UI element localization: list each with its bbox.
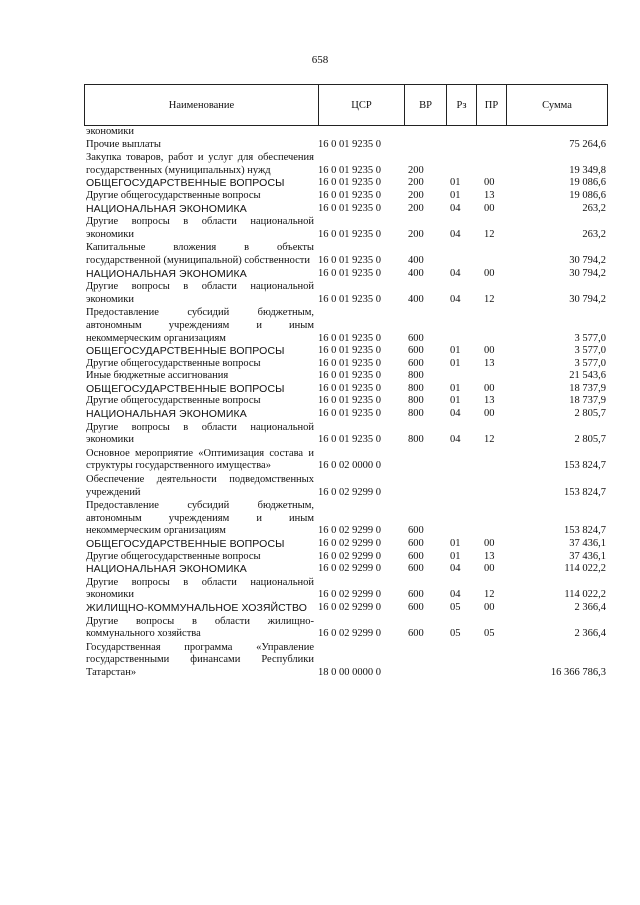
cell-sum: 3 577,0	[574, 332, 606, 344]
cell-name: Предоставление субсидий бюджетным, автономным учреждениям и иным некоммерческим организациям	[86, 307, 314, 344]
cell-vr: 200	[408, 189, 424, 201]
table-row	[86, 408, 608, 421]
cell-rz: 01	[450, 550, 461, 562]
cell-csr: 16 0 01 9235 0	[318, 370, 381, 382]
cell-csr: 16 0 02 9299 0	[318, 589, 381, 601]
cell-sum: 18 737,9	[569, 395, 606, 407]
cell-name: НАЦИОНАЛЬНАЯ ЭКОНОМИКА	[86, 563, 247, 576]
table-row	[86, 500, 608, 538]
cell-pr: 00	[484, 177, 495, 189]
cell-pr: 13	[484, 550, 495, 562]
cell-vr: 800	[408, 370, 424, 382]
table-header	[84, 84, 608, 126]
cell-name: ЖИЛИЩНО-КОММУНАЛЬНОЕ ХОЗЯЙСТВО	[86, 601, 308, 614]
cell-name: Закупка товаров, работ и услуг для обеспечения государственных (муниципальных) нужд	[86, 152, 314, 176]
cell-pr: 00	[484, 382, 495, 394]
table-row	[86, 281, 608, 306]
cell-name: Обеспечение деятельности подведомственных учреждений	[86, 474, 314, 498]
cell-sum: 37 436,1	[569, 550, 606, 562]
cell-rz: 01	[450, 189, 461, 201]
cell-name: ОБЩЕГОСУДАРСТВЕННЫЕ ВОПРОСЫ	[86, 177, 285, 190]
cell-name: Капитальные вложения в объекты государственной (муниципальной) собственности	[86, 242, 314, 266]
cell-name: Предоставление субсидий бюджетным, автономным учреждениям и иным некоммерческим организациям	[86, 500, 314, 537]
cell-csr: 16 0 01 9235 0	[318, 138, 381, 150]
cell-name: экономики	[86, 126, 134, 137]
cell-sum: 2 805,7	[574, 408, 606, 420]
cell-sum: 3 577,0	[574, 345, 606, 357]
cell-csr: 16 0 01 9235 0	[318, 177, 381, 189]
cell-name: Другие общегосударственные вопросы	[86, 189, 261, 201]
cell-sum: 19 086,6	[569, 177, 606, 189]
cell-sum: 114 022,2	[564, 563, 606, 575]
cell-vr: 600	[408, 332, 424, 344]
cell-rz: 01	[450, 395, 461, 407]
cell-pr: 13	[484, 189, 495, 201]
cell-name: ОБЩЕГОСУДАРСТВЕННЫЕ ВОПРОСЫ	[86, 345, 285, 358]
cell-rz: 01	[450, 177, 461, 189]
cell-sum: 30 794,2	[569, 267, 606, 279]
table-row	[86, 538, 608, 551]
cell-csr: 16 0 02 9299 0	[318, 486, 381, 498]
cell-rz: 04	[450, 563, 461, 575]
page-number: 658	[311, 54, 329, 66]
table-row	[86, 216, 608, 241]
table-row	[86, 563, 608, 576]
cell-sum: 30 794,2	[569, 254, 606, 266]
cell-vr: 600	[408, 563, 424, 575]
table-row	[86, 358, 608, 371]
cell-vr: 200	[408, 202, 424, 214]
table-row	[86, 242, 608, 267]
cell-rz: 05	[450, 601, 461, 613]
header-pr: ПР	[477, 85, 507, 125]
cell-csr: 16 0 01 9235 0	[318, 267, 381, 279]
header-rz: Рз	[447, 85, 477, 125]
cell-sum: 18 737,9	[569, 382, 606, 394]
table-row	[86, 139, 608, 152]
header-sum: Сумма	[542, 99, 572, 111]
cell-pr: 00	[484, 202, 495, 214]
cell-csr: 16 0 02 0000 0	[318, 460, 381, 472]
cell-sum: 114 022,2	[564, 589, 606, 601]
cell-sum: 263,2	[582, 202, 606, 214]
table-row	[86, 203, 608, 216]
cell-csr: 16 0 02 9299 0	[318, 628, 381, 640]
cell-name: Иные бюджетные ассигнования	[86, 370, 229, 382]
cell-csr: 16 0 02 9299 0	[318, 525, 381, 537]
table-row	[86, 422, 608, 447]
table-row	[86, 190, 608, 203]
cell-vr: 600	[408, 538, 424, 549]
cell-sum: 19 086,6	[569, 189, 606, 201]
table-row	[86, 551, 608, 564]
cell-sum: 37 436,1	[569, 538, 606, 549]
cell-vr: 600	[408, 357, 424, 369]
cell-pr: 13	[484, 395, 495, 407]
cell-rz: 01	[450, 382, 461, 394]
cell-rz: 01	[450, 345, 461, 357]
cell-name: Другие вопросы в области национальной экономики	[86, 216, 314, 240]
table-row	[86, 577, 608, 602]
table-row	[86, 616, 608, 641]
table-row	[86, 152, 608, 177]
cell-csr: 16 0 01 9235 0	[318, 434, 381, 446]
header-csr: ЦСР	[319, 85, 405, 125]
cell-pr: 05	[484, 628, 495, 640]
cell-csr: 16 0 01 9235 0	[318, 408, 381, 420]
cell-pr: 13	[484, 357, 495, 369]
cell-csr: 16 0 01 9235 0	[318, 228, 381, 240]
cell-rz: 04	[450, 293, 461, 305]
cell-name: Другие вопросы в области национальной экономики	[86, 421, 314, 446]
cell-pr: 12	[484, 293, 495, 305]
cell-name: Другие вопросы в области национальной экономики	[86, 576, 314, 601]
cell-vr: 400	[408, 293, 424, 305]
cell-name: НАЦИОНАЛЬНАЯ ЭКОНОМИКА	[86, 267, 247, 280]
cell-name: НАЦИОНАЛЬНАЯ ЭКОНОМИКА	[86, 202, 247, 215]
cell-vr: 200	[408, 164, 424, 176]
cell-csr: 16 0 01 9235 0	[318, 357, 381, 369]
cell-name: Другие вопросы в области национальной экономики	[86, 281, 314, 305]
cell-csr: 16 0 01 9235 0	[318, 164, 381, 176]
cell-sum: 75 264,6	[569, 138, 606, 150]
cell-vr: 400	[408, 267, 424, 279]
cell-sum: 153 824,7	[564, 460, 606, 472]
cell-rz: 01	[450, 538, 461, 549]
cell-pr: 00	[484, 538, 495, 549]
cell-vr: 800	[408, 434, 424, 446]
cell-sum: 3 577,0	[574, 357, 606, 369]
cell-vr: 600	[408, 628, 424, 640]
cell-pr: 00	[484, 267, 495, 279]
cell-pr: 00	[484, 601, 495, 613]
cell-name: Другие общегосударственные вопросы	[86, 395, 261, 407]
cell-rz: 04	[450, 267, 461, 279]
cell-vr: 200	[408, 177, 424, 189]
table-row	[86, 177, 608, 190]
cell-rz: 05	[450, 628, 461, 640]
cell-sum: 2 805,7	[574, 434, 606, 446]
cell-sum: 2 366,4	[574, 628, 606, 640]
table-row	[86, 268, 608, 281]
table-row	[86, 474, 608, 499]
table-row	[86, 448, 608, 473]
cell-name: НАЦИОНАЛЬНАЯ ЭКОНОМИКА	[86, 408, 247, 421]
cell-csr: 16 0 02 9299 0	[318, 550, 381, 562]
cell-pr: 00	[484, 408, 495, 420]
cell-name: Другие вопросы в области жилищно-коммунального хозяйства	[86, 615, 314, 640]
cell-csr: 16 0 02 9299 0	[318, 563, 381, 575]
cell-vr: 600	[408, 589, 424, 601]
cell-vr: 800	[408, 382, 424, 394]
header-vr: ВР	[405, 85, 447, 125]
cell-rz: 04	[450, 589, 461, 601]
cell-csr: 16 0 01 9235 0	[318, 395, 381, 407]
cell-sum: 16 366 786,3	[550, 666, 606, 678]
cell-sum: 30 794,2	[569, 293, 606, 305]
cell-vr: 400	[408, 254, 424, 266]
cell-pr: 12	[484, 434, 495, 446]
cell-name: ОБЩЕГОСУДАРСТВЕННЫЕ ВОПРОСЫ	[86, 538, 285, 550]
cell-rz: 04	[450, 202, 461, 214]
cell-pr: 00	[484, 345, 495, 357]
cell-csr: 16 0 01 9235 0	[318, 254, 381, 266]
cell-csr: 16 0 01 9235 0	[318, 202, 381, 214]
cell-pr: 00	[484, 563, 495, 575]
cell-vr: 600	[408, 345, 424, 357]
cell-csr: 16 0 01 9235 0	[318, 382, 381, 394]
header-name: Наименование	[85, 85, 319, 125]
cell-vr: 800	[408, 395, 424, 407]
cell-pr: 12	[484, 589, 495, 601]
cell-rz: 04	[450, 228, 461, 240]
cell-sum: 153 824,7	[564, 525, 606, 537]
cell-vr: 600	[408, 525, 424, 537]
cell-name: Государственная программа «Управление государственными финансами Республики Татарстан»	[86, 641, 314, 678]
cell-csr: 16 0 02 9299 0	[318, 601, 381, 613]
cell-vr: 800	[408, 408, 424, 420]
cell-rz: 01	[450, 357, 461, 369]
table-row	[86, 602, 608, 615]
cell-sum: 21 543,6	[569, 370, 606, 382]
cell-csr: 16 0 02 9299 0	[318, 538, 381, 549]
budget-table-body	[86, 126, 608, 680]
cell-vr: 600	[408, 601, 424, 613]
cell-rz: 04	[450, 434, 461, 446]
cell-name: Основное мероприятие «Оптимизация состава и структуры государственного имущества»	[86, 447, 314, 472]
cell-csr: 18 0 00 0000 0	[318, 666, 381, 678]
table-row	[86, 642, 608, 680]
cell-sum: 263,2	[582, 228, 606, 240]
cell-sum: 2 366,4	[574, 601, 606, 613]
cell-name: ОБЩЕГОСУДАРСТВЕННЫЕ ВОПРОСЫ	[86, 382, 285, 395]
cell-csr: 16 0 01 9235 0	[318, 332, 381, 344]
cell-pr: 12	[484, 228, 495, 240]
cell-name: Прочие выплаты	[86, 138, 161, 150]
cell-sum: 19 349,8	[569, 164, 606, 176]
cell-sum: 153 824,7	[564, 486, 606, 498]
table-row	[86, 345, 608, 358]
table-row	[86, 370, 608, 383]
cell-vr: 200	[408, 228, 424, 240]
cell-name: Другие общегосударственные вопросы	[86, 357, 261, 369]
cell-rz: 04	[450, 408, 461, 420]
cell-name: Другие общегосударственные вопросы	[86, 550, 261, 562]
cell-csr: 16 0 01 9235 0	[318, 293, 381, 305]
table-row	[86, 383, 608, 396]
cell-csr: 16 0 01 9235 0	[318, 345, 381, 357]
cell-vr: 600	[408, 550, 424, 562]
cell-csr: 16 0 01 9235 0	[318, 189, 381, 201]
table-row	[86, 307, 608, 345]
table-row	[86, 395, 608, 408]
table-row	[86, 126, 608, 139]
